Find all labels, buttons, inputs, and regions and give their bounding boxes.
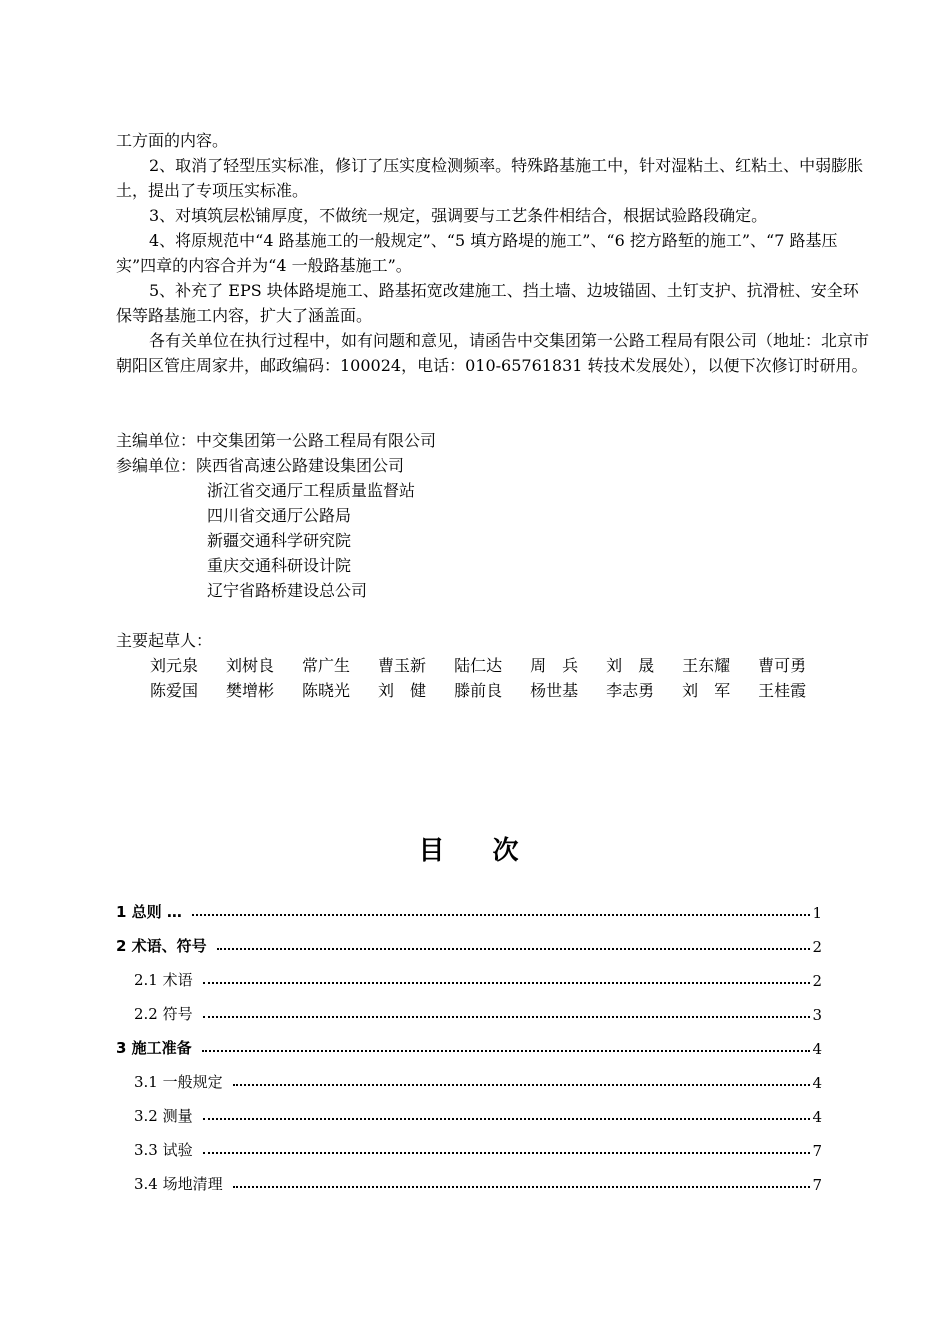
toc-entry-label: 2.2 符号 xyxy=(134,1005,193,1023)
toc-entry[interactable] xyxy=(134,1102,822,1126)
participating-unit-name: 新疆交通科学研究院 xyxy=(207,531,352,550)
toc-entry-page: 2 xyxy=(812,972,822,990)
chief-unit-name: 中交集团第一公路工程局有限公司 xyxy=(196,431,437,450)
toc-leader-dots xyxy=(217,948,811,950)
preface-line-continuation: 工方面的内容。 xyxy=(116,131,229,150)
drafter-name: 陈晓光 xyxy=(302,681,351,700)
toc-entry-label: 3.1 一般规定 xyxy=(134,1073,223,1091)
drafter-name: 曹可勇 xyxy=(758,656,807,675)
drafter-name: 李志勇 xyxy=(606,681,655,700)
preface-item-3: 3、对填筑层松铺厚度，不做统一规定，强调要与工艺条件相结合，根据试验路段确定。 xyxy=(149,206,768,225)
toc-entry[interactable] xyxy=(134,1068,822,1092)
toc-entry[interactable] xyxy=(134,1000,822,1024)
participating-unit-row xyxy=(116,453,404,478)
participating-unit-name: 四川省交通厅公路局 xyxy=(207,506,352,525)
drafter-name: 王桂霞 xyxy=(758,681,807,700)
toc-entry[interactable] xyxy=(116,1034,822,1058)
toc-leader-dots xyxy=(233,1186,811,1188)
toc-entry[interactable] xyxy=(116,898,822,922)
preface-item-2: 2、取消了轻型压实标准，修订了压实度检测频率。特殊路基施工中，针对湿粘土、红粘土、中弱膨胀土，提出了专项压实标准。 xyxy=(116,156,864,200)
drafter-name: 曹玉新 xyxy=(378,656,427,675)
preface-item-4: 4、将原规范中“4 路基施工的一般规定”、“5 填方路堤的施工”、“6 挖方路堑的施工”、“7 路基压实”四章的内容合并为“4 一般路基施工”。 xyxy=(116,231,838,275)
toc-entry[interactable] xyxy=(116,932,822,956)
toc-entry-label: 3.2 测量 xyxy=(134,1107,193,1125)
drafter-name: 陆仁达 xyxy=(454,656,503,675)
drafter-name: 杨世基 xyxy=(530,681,579,700)
toc-entry-label: 3.3 试验 xyxy=(134,1141,193,1159)
drafter-name: 刘 健 xyxy=(378,681,427,700)
drafter-name: 滕前良 xyxy=(454,681,503,700)
chief-unit-row xyxy=(116,428,436,453)
toc-leader-dots xyxy=(203,982,811,984)
drafter-name: 刘元泉 xyxy=(150,656,199,675)
toc-entry-label: 1 总则 … xyxy=(116,903,182,921)
toc-leader-dots xyxy=(203,1016,811,1018)
preface-feedback: 各有关单位在执行过程中，如有问题和意见，请函告中交集团第一公路工程局有限公司（地址：北京市朝阳区管庄周家井，邮政编码：100024，电话：010-65761831 转技术发展处），以便下次修订时研用。 xyxy=(116,331,870,375)
participating-unit-name: 陕西省高速公路建设集团公司 xyxy=(196,456,405,475)
participating-unit-name: 重庆交通科研设计院 xyxy=(207,556,352,575)
toc-entry-page: 7 xyxy=(812,1176,822,1194)
toc-entry-page: 4 xyxy=(812,1108,822,1126)
toc-entry[interactable] xyxy=(134,966,822,990)
drafter-name: 刘 晟 xyxy=(606,656,655,675)
toc-leader-dots xyxy=(202,1050,811,1052)
preface-item-5: 5、补充了 EPS 块体路堤施工、路基拓宽改建施工、挡土墙、边坡锚固、土钉支护、抗滑桩、安全环保等路基施工内容，扩大了涵盖面。 xyxy=(116,281,859,325)
toc-leader-dots xyxy=(233,1084,811,1086)
toc-leader-dots xyxy=(203,1118,811,1120)
drafters-list xyxy=(150,653,870,703)
participating-unit-name: 浙江省交通厅工程质量监督站 xyxy=(207,481,416,500)
drafter-name: 周 兵 xyxy=(530,656,579,675)
participating-unit-name: 辽宁省路桥建设总公司 xyxy=(207,581,368,600)
toc-entry-page: 4 xyxy=(812,1074,822,1092)
toc-entry[interactable] xyxy=(134,1136,822,1160)
toc-entry[interactable] xyxy=(134,1170,822,1194)
toc-leader-dots xyxy=(203,1152,811,1154)
toc-entry-page: 2 xyxy=(812,938,822,956)
toc-leader-dots xyxy=(192,914,811,916)
toc-title: 目次 xyxy=(418,836,567,866)
drafters-label: 主要起草人： xyxy=(116,631,213,650)
chief-unit-label: 主编单位： xyxy=(116,431,197,450)
toc-entry-label: 2 术语、符号 xyxy=(116,937,207,955)
drafter-name: 王东耀 xyxy=(682,656,731,675)
drafter-name: 樊增彬 xyxy=(226,681,275,700)
toc-entry-label: 3.4 场地清理 xyxy=(134,1175,223,1193)
toc-entry-label: 3 施工准备 xyxy=(116,1039,192,1057)
toc-entry-label: 2.1 术语 xyxy=(134,971,193,989)
drafter-name: 常广生 xyxy=(302,656,351,675)
toc-entry-page: 3 xyxy=(812,1006,822,1024)
drafter-name: 陈爱国 xyxy=(150,681,199,700)
toc-entry-page: 7 xyxy=(812,1142,822,1160)
toc-entry-page: 4 xyxy=(812,1040,822,1058)
drafter-name: 刘 军 xyxy=(682,681,731,700)
drafter-name: 刘树良 xyxy=(226,656,275,675)
toc-entry-page: 1 xyxy=(812,904,822,922)
participating-unit-label: 参编单位： xyxy=(116,456,197,475)
